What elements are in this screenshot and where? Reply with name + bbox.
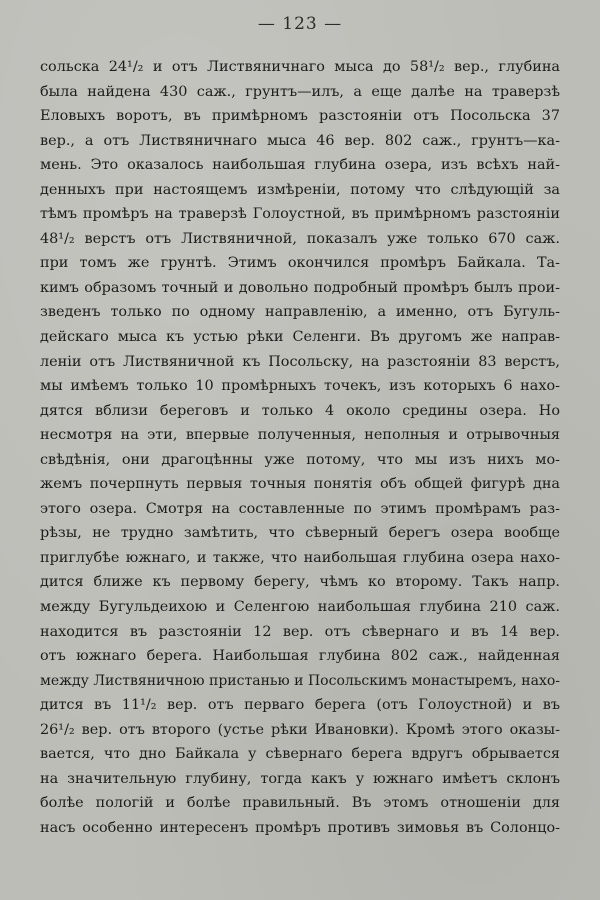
text-line: жемъ почерпнуть первыя точныя понятія объ общей фигурѣ дна — [40, 476, 560, 493]
text-line: рѣзы, не трудно замѣтить, что сѣверный берегъ озера вообще — [40, 525, 560, 542]
text-line: дится въ 11¹/₂ вер. отъ перваго берега (отъ Голоустной) и въ — [40, 697, 560, 714]
text-line: находится въ разстояніи 12 вер. отъ сѣвернаго и въ 14 вер. — [40, 623, 560, 640]
text-line: между Бугульдеихою и Селенгою наибольшая глубина 210 саж. — [40, 599, 560, 616]
text-line: леніи отъ Листвяничной къ Посольску, на разстояніи 83 верстъ, — [40, 353, 560, 370]
text-line: болѣе пологій и болѣе правильный. Въ этомъ отношеніи для — [40, 795, 560, 812]
text-line: мень. Это оказалось наибольшая глубина озера, изъ всѣхъ най- — [40, 157, 560, 174]
text-line: денныхъ при настоящемъ измѣреніи, потому что слѣдующій за — [40, 181, 560, 198]
text-line: отъ южнаго берега. Наибольшая глубина 802 саж., найденная — [40, 648, 560, 665]
text-line: свѣдѣнія, они драгоцѣнны уже потому, что мы изъ нихъ мо- — [40, 451, 560, 468]
text-line: вер., а отъ Листвяничнаго мыса 46 вер. 802 саж., грунтъ—ка- — [40, 132, 560, 149]
text-line: тѣмъ промѣръ на траверзѣ Голоустной, въ примѣрномъ разстояніи — [40, 206, 560, 223]
text-line: 26¹/₂ вер. отъ второго (устье рѣки Ивановки). Кромѣ этого оказы- — [40, 721, 560, 738]
text-line: приглубѣе южнаго, и также, что наибольшая глубина озера нахо- — [40, 549, 560, 566]
text-line: этого озера. Смотря на составленные по этимъ промѣрамъ раз- — [40, 500, 560, 517]
text-line: зведенъ только по одному направленію, а именно, отъ Бугуль- — [40, 304, 560, 321]
text-line: кимъ образомъ точный и довольно подробный промѣръ былъ прои- — [40, 279, 560, 296]
text-line: на значительную глубину, тогда какъ у южнаго имѣетъ склонъ — [40, 770, 560, 787]
page-number: — 123 — — [257, 14, 343, 34]
text-line: Еловыхъ воротъ, въ примѣрномъ разстояніи отъ Посольска 37 — [40, 108, 560, 125]
text-line: 48¹/₂ верстъ отъ Листвяничной, показалъ уже только 670 саж. — [40, 230, 560, 247]
text-line: мы имѣемъ только 10 промѣрныхъ точекъ, изъ которыхъ 6 нахо- — [40, 378, 560, 395]
text-line: вается, что дно Байкала у сѣвернаго берега вдругъ обрывается — [40, 746, 560, 763]
text-line: между Листвяничною пристанью и Посольскимъ монастыремъ, нахо- — [40, 672, 560, 689]
body-text — [40, 55, 560, 841]
text-line: при томъ же грунтѣ. Этимъ окончился промѣръ Байкала. Та- — [40, 255, 560, 272]
text-line: была найдена 430 саж., грунтъ—илъ, а еще далѣе на траверзѣ — [40, 83, 560, 100]
text-line: насъ особенно интересенъ промѣръ противъ зимовья въ Солонцо- — [40, 819, 560, 836]
text-line: несмотря на эти, впервые полученныя, неполныя и отрывочныя — [40, 427, 560, 444]
text-line: дятся вблизи береговъ и только 4 около средины озера. Но — [40, 402, 560, 419]
text-line: дейскаго мыса къ устью рѣки Селенги. Въ другомъ же направ- — [40, 329, 560, 346]
text-line: дится ближе къ первому берегу, чѣмъ ко второму. Такъ напр. — [40, 574, 560, 591]
text-line: сольска 24¹/₂ и отъ Листвяничнаго мыса до 58¹/₂ вер., глубина — [40, 59, 560, 75]
